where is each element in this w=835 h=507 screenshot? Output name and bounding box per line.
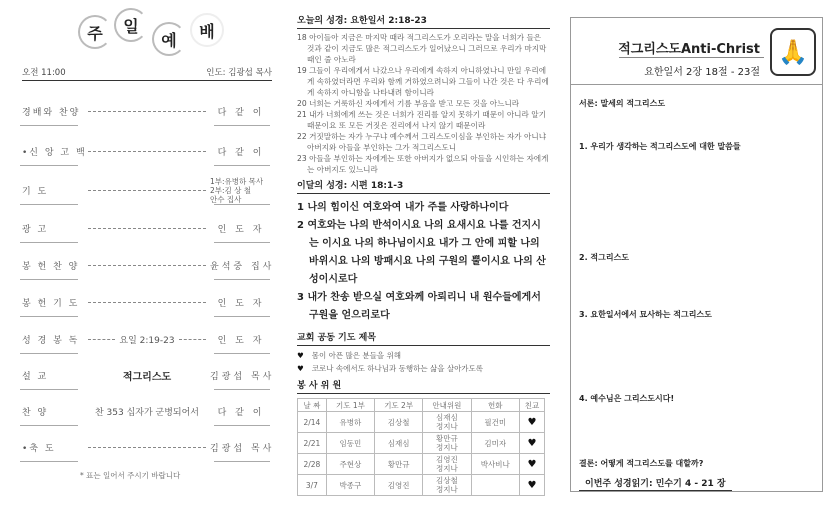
- sermon-point: 1. 우리가 생각하는 적그리스도에 대한 말씀들: [579, 142, 741, 151]
- table-cell: 3/7: [298, 475, 327, 496]
- heart-icon: ♥: [519, 412, 544, 433]
- order-row: [22, 365, 275, 385]
- sermon-title: 적그리스도Anti-Christ: [618, 42, 760, 57]
- order-item: 설 교: [22, 371, 49, 382]
- order-by: 인 도 자: [217, 224, 265, 235]
- worship-leader: 인도: 김광섭 목사: [206, 68, 272, 78]
- order-detail: 요일 2:19-23: [119, 335, 175, 346]
- table-cell: 2/28: [298, 454, 327, 475]
- section-title: 교회 공동 기도 제목: [297, 333, 550, 346]
- order-item: 기 도: [22, 186, 49, 197]
- order-item: •신 앙 고 백: [22, 147, 87, 158]
- order-item: •축 도: [22, 443, 56, 454]
- weekly-reading: 이번주 성경읽기: 민수기 4 - 21 장: [579, 476, 732, 491]
- order-row: [22, 176, 272, 204]
- prayer-topics: [297, 333, 550, 375]
- table-cell: 박종구: [326, 475, 374, 496]
- table-cell: 2/14: [298, 412, 327, 433]
- order-row: [22, 292, 272, 312]
- table-cell: 심재심 정지나: [423, 412, 471, 433]
- order-item: 봉 헌 찬 양: [22, 261, 80, 272]
- heart-icon: ♥: [519, 454, 544, 475]
- sermon-reference: 요한일서 2장 18절 - 23절: [644, 67, 760, 78]
- sermon-point: 2. 적그리스도: [579, 253, 630, 262]
- order-item: 봉 헌 기 도: [22, 298, 80, 309]
- order-by: 인 도 자: [217, 298, 265, 309]
- verse: 22 거짓말하는 자가 누구냐 예수께서 그리스도이심을 부인하는 자가 아니냐 아버지와 아들을 부인하는 그가 적그리스도니: [297, 132, 547, 152]
- order-by: 인 도 자: [217, 335, 265, 346]
- prayer-item: ♥ 코로나 속에서도 하나님과 동행하는 삶을 살아가도록: [297, 364, 484, 373]
- table-row: [298, 412, 545, 433]
- heart-icon: ♥: [519, 475, 544, 496]
- order-by: 다 같 이: [217, 107, 265, 118]
- section-title: 봉 사 위 원: [297, 381, 550, 394]
- verse: 18 아이들아 지금은 마지막 때라 적그리스도가 오리라는 말을 너희가 들은 것과 같이 지금도 많은 적그리스도가 일어났으니 그러므로 우리가 마지막 때인 줄 아노라: [297, 33, 547, 64]
- order-row: [22, 101, 272, 121]
- title-char: 예: [152, 22, 186, 56]
- table-cell: 황만규 정지나: [423, 433, 471, 454]
- praying-hands-icon: 🙏: [770, 28, 816, 76]
- service-committee: [297, 381, 550, 496]
- table-cell: 김영진 정지나: [423, 454, 471, 475]
- title-char: 배: [190, 13, 224, 47]
- order-detail: 적그리스도: [122, 371, 172, 383]
- standing-note: * 표는 일어서 주시기 바랍니다: [80, 471, 181, 480]
- column-header: 기도 1부: [326, 399, 374, 412]
- order-item: 찬 양: [22, 407, 49, 418]
- table-cell: 박사비나: [471, 454, 519, 475]
- section-title: 오늘의 성경: 요한일서 2:18-23: [297, 16, 550, 29]
- table-cell: 필건미: [471, 412, 519, 433]
- table-cell: 황만규: [375, 454, 423, 475]
- sermon-conclusion: 결론: 어떻게 적그리스도를 대할까?: [579, 459, 704, 468]
- table-cell: 임동민: [326, 433, 374, 454]
- order-by-line: 1부:유병하 목사: [210, 176, 264, 186]
- sermon-intro: 서론: 말세의 적그리스도: [579, 99, 666, 108]
- worship-time: 오전 11:00: [22, 68, 66, 78]
- verse: 23 아들을 부인하는 자에게는 또한 아버지가 없으되 아들을 시인하는 자에게는 아버지도 있느니라: [297, 154, 549, 174]
- verse: 1 나의 힘이신 여호와여 내가 주를 사랑하나이다: [297, 202, 509, 213]
- heart-icon: ♥: [297, 364, 304, 373]
- order-item: 경배와 찬양: [22, 107, 81, 118]
- table-row: [298, 475, 545, 496]
- order-item: 광 고: [22, 224, 49, 235]
- worship-header: [22, 66, 272, 81]
- order-row: [22, 255, 275, 275]
- verse: 21 내가 너희에게 쓰는 것은 너희가 진리를 알지 못하기 때문이 아니라 알기 때문이요 또 모든 거짓은 진리에서 나지 않기 때문이라: [297, 110, 546, 130]
- service-table: [297, 398, 545, 496]
- table-cell: 유병하: [326, 412, 374, 433]
- order-by: 김광섭 목사: [210, 443, 275, 454]
- column-header: 헌화: [471, 399, 519, 412]
- column-header: 친교: [519, 399, 544, 412]
- table-cell: 심재심: [375, 433, 423, 454]
- order-by: 다 같 이: [217, 147, 265, 158]
- table-cell: 주현상: [326, 454, 374, 475]
- section-title: 이달의 성경: 시편 18:1-3: [297, 181, 550, 194]
- table-cell: 김영진: [375, 475, 423, 496]
- table-cell: [471, 475, 519, 496]
- verse: 2 여호와는 나의 반석이시요 나의 요새시요 나를 건지시는 이시요 나의 하나님이시요 내가 그 안에 피할 나의 바위시요 나의 방패시요 나의 구원의 뿔이시요 나의 산성이시로다: [297, 220, 546, 285]
- month-scripture: [297, 181, 550, 325]
- order-by-line: 안수 집사: [210, 194, 242, 204]
- column-header: 날 짜: [298, 399, 327, 412]
- today-scripture: [297, 16, 550, 175]
- order-by: 김광섭 목사: [210, 371, 275, 382]
- verse: 20 너희는 거룩하신 자에게서 기름 부음을 받고 모든 것을 아느니라: [297, 99, 520, 108]
- table-row: [298, 454, 545, 475]
- order-by: 다 같 이: [217, 407, 265, 418]
- sermon-point: 4. 예수님은 그리스도시다!: [579, 394, 675, 403]
- title-char: 일: [114, 8, 148, 42]
- order-row: [22, 329, 272, 349]
- sermon-notes: [570, 17, 823, 492]
- order-by: 윤석중 집사: [210, 261, 275, 272]
- sermon-point: 3. 요한일서에서 묘사하는 적그리스도: [579, 310, 712, 319]
- title-char: 주: [78, 15, 112, 49]
- heart-icon: ♥: [519, 433, 544, 454]
- table-cell: 2/21: [298, 433, 327, 454]
- prayer-item: ♥ 몸이 아픈 많은 분들을 위해: [297, 351, 401, 360]
- verse: 19 그들이 우리에게서 나갔으나 우리에게 속하지 아니하였나니 만일 우리에게 속하였더라면 우리와 함께 거하였으려니와 그들이 나간 것은 다 우리에게 속하지 아니함을 나타내려 함이니라: [297, 66, 549, 97]
- order-item: 성 경 봉 독: [22, 335, 80, 346]
- middle-column: [297, 16, 550, 496]
- column-header: 안내위원: [423, 399, 471, 412]
- table-cell: 김상철: [375, 412, 423, 433]
- order-row: [22, 401, 272, 421]
- table-cell: 김미자: [471, 433, 519, 454]
- heart-icon: ♥: [297, 351, 304, 360]
- table-cell: 김상철 정지나: [423, 475, 471, 496]
- order-row: [22, 437, 275, 457]
- column-header: 기도 2부: [375, 399, 423, 412]
- order-detail: 찬 353 십자가 군병되어서: [94, 407, 199, 418]
- table-row: [298, 433, 545, 454]
- order-by-line: 2부:김 상 철: [210, 185, 252, 195]
- order-row: [22, 218, 272, 238]
- verse: 3 내가 찬송 받으실 여호와께 아뢰리니 내 원수들에게서 구원을 얻으리로다: [297, 292, 541, 321]
- order-row: [22, 141, 272, 161]
